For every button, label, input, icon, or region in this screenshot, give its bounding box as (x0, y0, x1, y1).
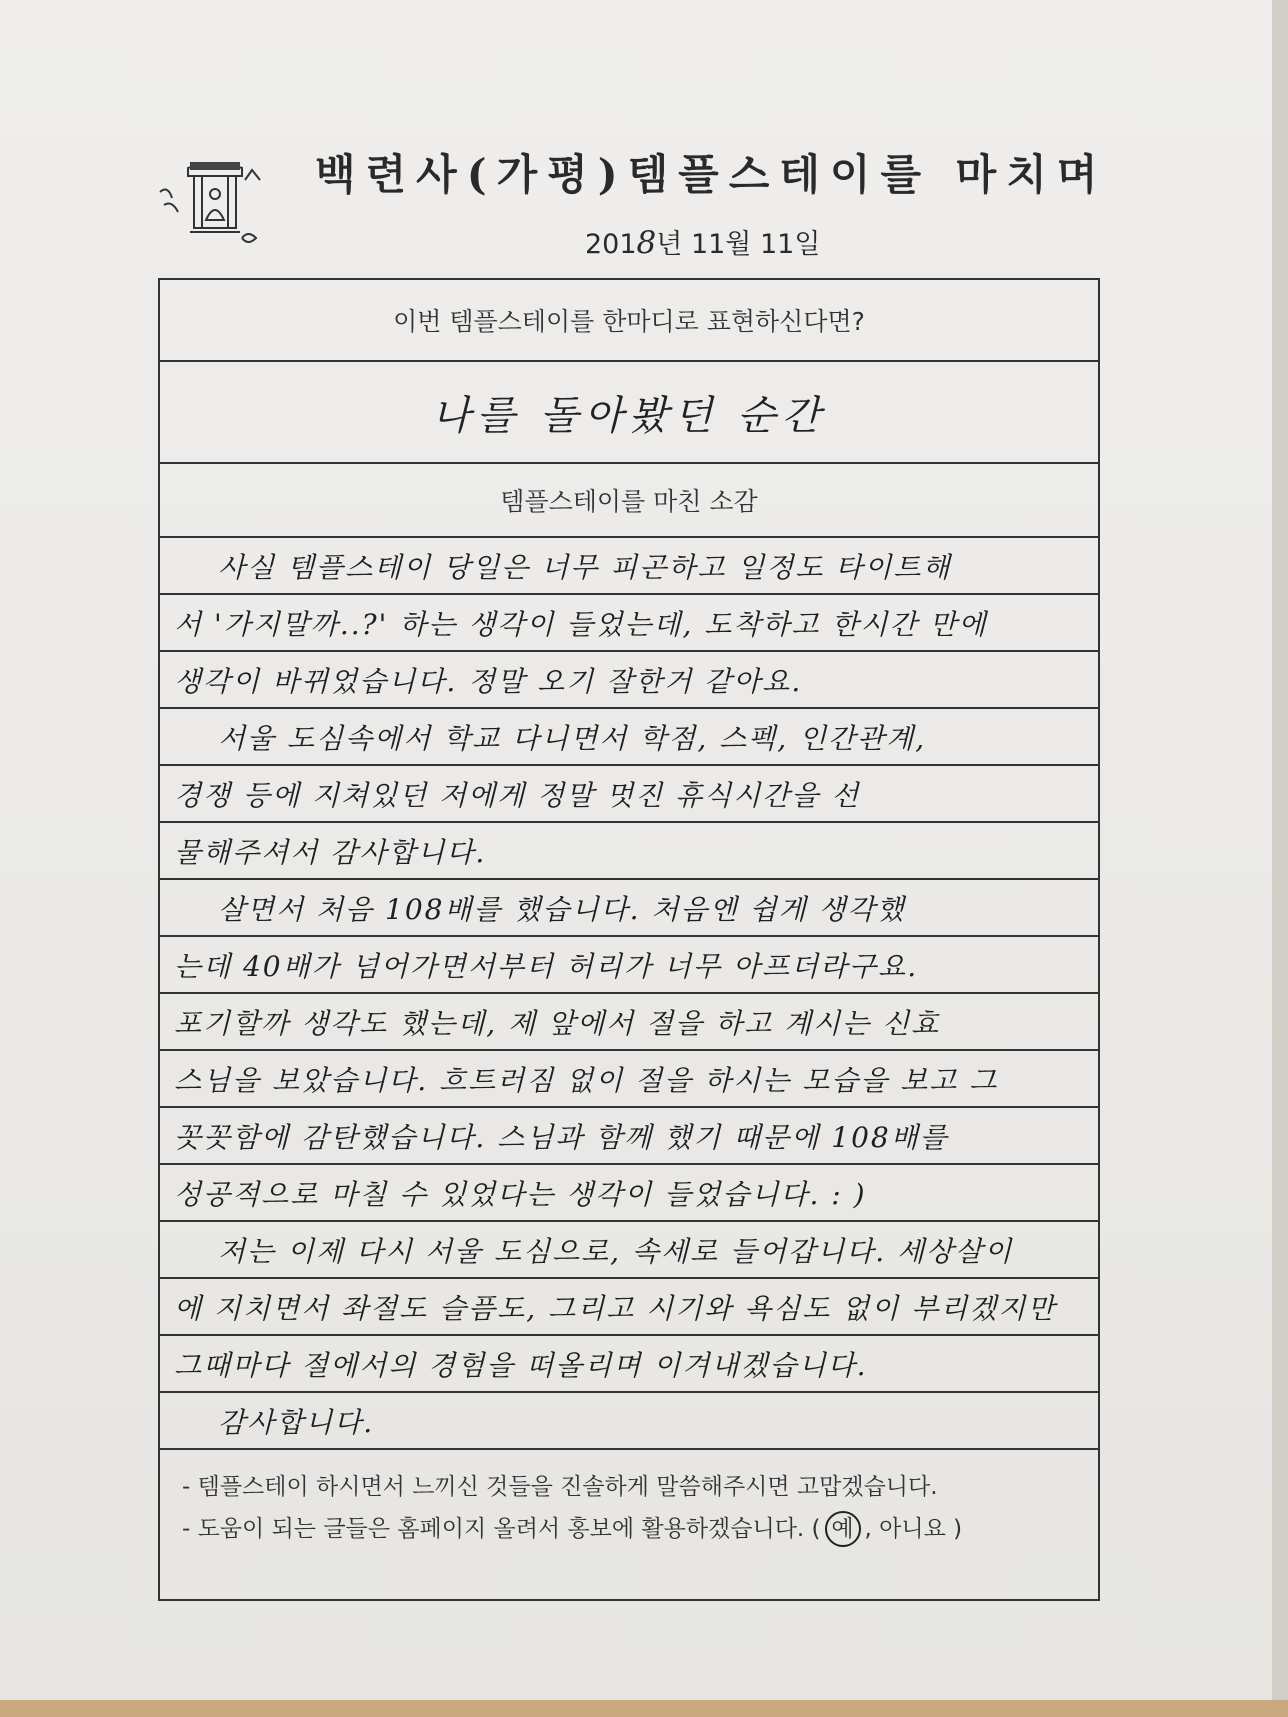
date-prefix: 201 (585, 229, 637, 260)
response-line: 서 '가지말까..?' 하는 생각이 들었는데, 도착하고 한시간 만에 (160, 595, 1098, 652)
date-line (585, 222, 865, 262)
yes-option-circled: 예 (825, 1511, 861, 1547)
response-line: 서울 도심속에서 학교 다니면서 학점, 스펙, 인간관계, (160, 709, 1098, 766)
background-edge (1272, 0, 1288, 1700)
form-footer (160, 1442, 1098, 1601)
response-line: 살면서 처음 108배를 했습니다. 처음엔 쉽게 생각했 (160, 880, 1098, 937)
response-line: 꼿꼿함에 감탄했습니다. 스님과 함께 했기 때문에 108배를 (160, 1108, 1098, 1165)
handwritten-response (160, 538, 1098, 1450)
response-line: 감사합니다. (160, 1393, 1098, 1450)
response-line: 에 지치면서 좌절도 슬픔도, 그리고 시기와 욕심도 없이 부리겠지만 (160, 1279, 1098, 1336)
question-two: 템플스테이를 마친 소감 (160, 464, 1098, 538)
survey-form (158, 278, 1100, 1601)
response-line: 물해주셔서 감사합니다. (160, 823, 1098, 880)
footer-note-2 (182, 1508, 1098, 1550)
response-line: 는데 40배가 넘어가면서부터 허리가 너무 아프더라구요. (160, 937, 1098, 994)
response-line: 사실 템플스테이 당일은 너무 피곤하고 일정도 타이트해 (160, 538, 1098, 595)
footer-note-1: - 템플스테이 하시면서 느끼신 것들을 진솔하게 말씀해주시면 고맙겠습니다. (182, 1474, 938, 1500)
response-line: 그때마다 절에서의 경험을 떠올리며 이겨내겠습니다. (160, 1336, 1098, 1393)
page-title: 백련사(가평)템플스테이를 마치며 (315, 150, 1108, 199)
question-one: 이번 템플스테이를 한마디로 표현하신다면? (160, 280, 1098, 362)
response-line: 저는 이제 다시 서울 도심으로, 속세로 들어갑니다. 세상살이 (160, 1222, 1098, 1279)
response-line: 성공적으로 마칠 수 있었다는 생각이 들었습니다. : ) (160, 1165, 1098, 1222)
response-line: 스님을 보았습니다. 흐트러짐 없이 절을 하시는 모습을 보고 그 (160, 1051, 1098, 1108)
answer-one-handwritten: 나를 돌아봤던 순간 (160, 362, 1098, 464)
temple-logo-icon (150, 150, 275, 255)
response-line: 경쟁 등에 지쳐있던 저에게 정말 멋진 휴식시간을 선 (160, 766, 1098, 823)
table-surface (0, 1700, 1288, 1717)
date-rest: 년 11월 11일 (656, 229, 821, 260)
date-year-handwritten: 8 (636, 225, 657, 261)
response-line: 생각이 바뀌었습니다. 정말 오기 잘한거 같아요. (160, 652, 1098, 709)
response-line: 포기할까 생각도 했는데, 제 앞에서 절을 하고 계시는 신효 (160, 994, 1098, 1051)
footer-note-2-prefix: - 도움이 되는 글들은 홈페이지 올려서 홍보에 활용하겠습니다. ( (182, 1516, 821, 1542)
footer-note-2-suffix: , 아니요 ) (864, 1516, 963, 1542)
